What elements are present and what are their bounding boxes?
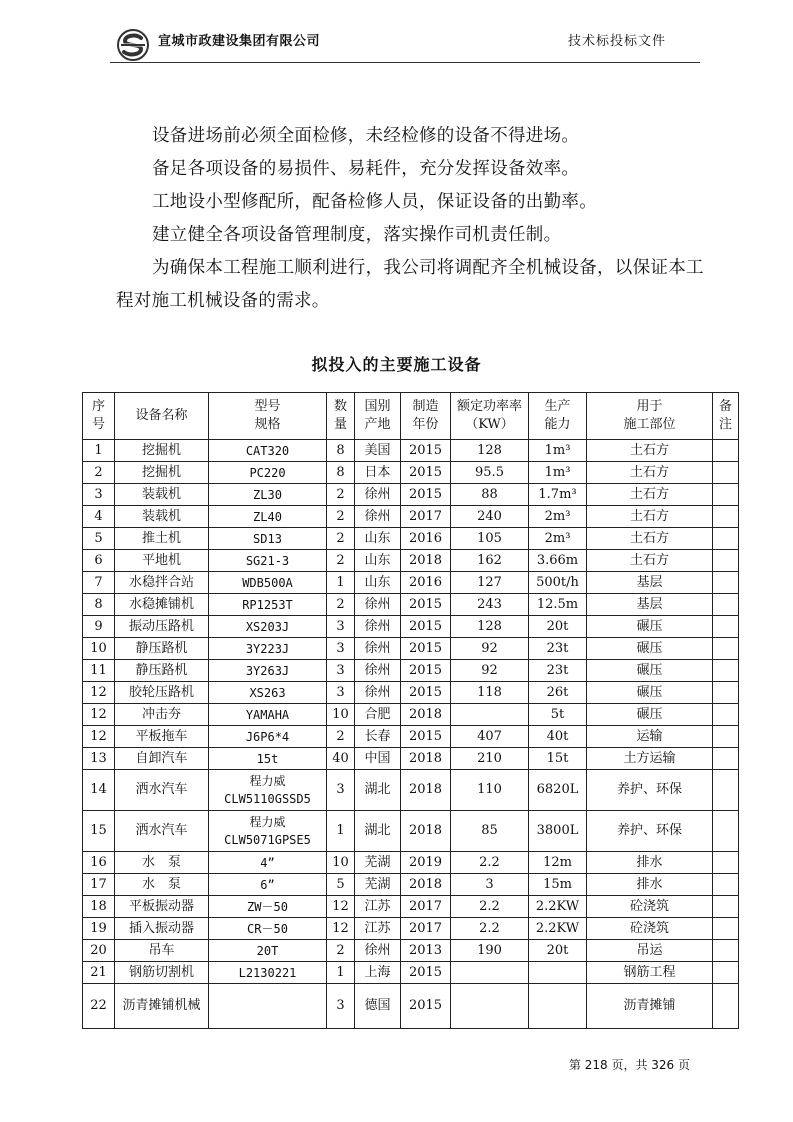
table-cell	[529, 962, 587, 984]
paragraph: 为确保本工程施工顺利进行，我公司将调配齐全机械设备，以保证本工程对施工机械设备的需求。	[116, 258, 704, 311]
table-cell	[713, 484, 739, 506]
table-cell: 15t	[209, 748, 327, 770]
table-cell: 21	[83, 962, 115, 984]
table-cell: 振动压路机	[115, 616, 209, 638]
table-cell: 2m³	[529, 528, 587, 550]
table-cell: 500t/h	[529, 572, 587, 594]
table-cell: 110	[451, 770, 529, 811]
table-cell: 10	[83, 638, 115, 660]
table-cell: 12	[83, 682, 115, 704]
table-body	[83, 440, 739, 1029]
table-cell: 9	[83, 616, 115, 638]
table-cell: 105	[451, 528, 529, 550]
table-cell: 自卸汽车	[115, 748, 209, 770]
table-row	[83, 462, 739, 484]
table-cell: 钢筋工程	[587, 962, 713, 984]
table-cell: 2019	[401, 852, 451, 874]
table-cell: 2	[327, 594, 355, 616]
table-cell: 平板振动器	[115, 896, 209, 918]
table-cell: 2015	[401, 682, 451, 704]
table-cell: ZL40	[209, 506, 327, 528]
table-cell: 2015	[401, 984, 451, 1029]
table-cell: 10	[327, 852, 355, 874]
table-cell	[713, 506, 739, 528]
table-row	[83, 984, 739, 1029]
table-cell: 2	[327, 550, 355, 572]
table-title: 拟投入的主要施工设备	[311, 355, 482, 374]
table-cell: 4”	[209, 852, 327, 874]
table-cell: 3	[327, 616, 355, 638]
table-cell: 静压路机	[115, 638, 209, 660]
table-cell: 2	[327, 484, 355, 506]
header-cell: 生产 能力	[529, 393, 587, 440]
table-row	[83, 528, 739, 550]
table-cell: 日本	[355, 462, 401, 484]
table-cell: 芜湖	[355, 852, 401, 874]
table-cell: 12	[327, 896, 355, 918]
table-cell: 砼浇筑	[587, 896, 713, 918]
table-row	[83, 748, 739, 770]
table-cell: 美国	[355, 440, 401, 462]
table-cell	[713, 748, 739, 770]
table-cell	[713, 962, 739, 984]
company-name: 宣城市政建设集团有限公司	[158, 34, 321, 49]
table-cell: 92	[451, 638, 529, 660]
table-cell: 23t	[529, 638, 587, 660]
table-cell: 13	[83, 748, 115, 770]
paragraph: 备足各项设备的易损件、易耗件，充分发挥设备效率。	[152, 159, 580, 179]
table-cell: 2015	[401, 484, 451, 506]
table-cell: 排水	[587, 852, 713, 874]
table-cell: 碾压	[587, 616, 713, 638]
table-cell: 2	[327, 940, 355, 962]
table-cell: 上海	[355, 962, 401, 984]
table-cell: 8	[327, 440, 355, 462]
table-cell: 1m³	[529, 462, 587, 484]
table-cell: 土石方	[587, 440, 713, 462]
table-cell: 水稳摊铺机	[115, 594, 209, 616]
table-cell: 徐州	[355, 940, 401, 962]
table-row	[83, 660, 739, 682]
table-cell: 4	[83, 506, 115, 528]
table-cell: 2	[327, 506, 355, 528]
table-cell: 2018	[401, 811, 451, 852]
table-cell: 2015	[401, 962, 451, 984]
table-cell: 1	[327, 811, 355, 852]
header-cell: 备 注	[713, 393, 739, 440]
table-cell: 徐州	[355, 616, 401, 638]
table-cell: 钢筋切割机	[115, 962, 209, 984]
table-cell	[713, 984, 739, 1029]
table-cell: 2018	[401, 874, 451, 896]
body-text	[116, 120, 716, 318]
table-cell: 40	[327, 748, 355, 770]
header-cell: 数 量	[327, 393, 355, 440]
table-cell: 20t	[529, 940, 587, 962]
table-cell	[713, 896, 739, 918]
table-cell: 水稳拌合站	[115, 572, 209, 594]
table-cell: 砼浇筑	[587, 918, 713, 940]
table-cell: 2015	[401, 462, 451, 484]
table-cell: 5t	[529, 704, 587, 726]
table-row	[83, 726, 739, 748]
table-cell: 2015	[401, 440, 451, 462]
table-cell	[713, 550, 739, 572]
table-cell	[713, 770, 739, 811]
table-cell: 2.2KW	[529, 896, 587, 918]
table-cell: 128	[451, 616, 529, 638]
table-row	[83, 440, 739, 462]
table-cell: 20T	[209, 940, 327, 962]
document-type: 技术标投标文件	[567, 34, 666, 49]
table-cell: 土石方	[587, 550, 713, 572]
table-cell: 12	[83, 726, 115, 748]
table-cell: 3800L	[529, 811, 587, 852]
table-cell: 江苏	[355, 918, 401, 940]
table-cell: 沥青摊铺机械	[115, 984, 209, 1029]
table-cell: 碾压	[587, 704, 713, 726]
header-cell: 型号 规格	[209, 393, 327, 440]
table-cell: 2018	[401, 704, 451, 726]
table-cell: WDB500A	[209, 572, 327, 594]
table-cell: PC220	[209, 462, 327, 484]
table-cell: 挖掘机	[115, 440, 209, 462]
table-row	[83, 572, 739, 594]
table-cell: 3	[327, 682, 355, 704]
table-header-row	[83, 393, 739, 440]
table-cell: 洒水汽车	[115, 811, 209, 852]
table-cell: RP1253T	[209, 594, 327, 616]
table-cell: 山东	[355, 572, 401, 594]
table-cell: 洒水汽车	[115, 770, 209, 811]
table-cell: 12.5m	[529, 594, 587, 616]
table-cell: 127	[451, 572, 529, 594]
table-cell	[713, 940, 739, 962]
table-cell: 1.7m³	[529, 484, 587, 506]
table-cell: 2.2	[451, 852, 529, 874]
table-row	[83, 940, 739, 962]
table-cell: 基层	[587, 594, 713, 616]
table-cell: 11	[83, 660, 115, 682]
table-cell: 静压路机	[115, 660, 209, 682]
table-cell: 装载机	[115, 484, 209, 506]
table-cell: 冲击夯	[115, 704, 209, 726]
table-cell: 240	[451, 506, 529, 528]
table-cell	[529, 984, 587, 1029]
table-cell	[713, 874, 739, 896]
table-cell: 碾压	[587, 660, 713, 682]
table-cell: 8	[327, 462, 355, 484]
table-row	[83, 704, 739, 726]
table-cell: 土石方	[587, 484, 713, 506]
table-cell: 基层	[587, 572, 713, 594]
table-cell: 徐州	[355, 660, 401, 682]
table-cell	[713, 616, 739, 638]
table-cell	[713, 682, 739, 704]
header-cell: 制造 年份	[401, 393, 451, 440]
table-cell	[713, 852, 739, 874]
header-cell: 用于 施工部位	[587, 393, 713, 440]
table-cell: 程力威 CLW5071GPSE5	[209, 811, 327, 852]
table-cell	[713, 726, 739, 748]
table-cell: 2	[83, 462, 115, 484]
table-cell: 3	[327, 660, 355, 682]
table-cell	[713, 811, 739, 852]
table-cell: 19	[83, 918, 115, 940]
table-row	[83, 896, 739, 918]
table-cell: 2016	[401, 528, 451, 550]
header-cell: 国别 产地	[355, 393, 401, 440]
table-row	[83, 874, 739, 896]
table-cell: 2018	[401, 770, 451, 811]
table-cell: 20t	[529, 616, 587, 638]
table-cell	[713, 528, 739, 550]
table-cell: 2018	[401, 550, 451, 572]
table-cell: 2018	[401, 748, 451, 770]
table-row	[83, 484, 739, 506]
table-cell: 407	[451, 726, 529, 748]
table-cell: CAT320	[209, 440, 327, 462]
table-cell: 3	[327, 638, 355, 660]
table-cell: 2017	[401, 918, 451, 940]
table-cell	[713, 440, 739, 462]
table-cell: 2017	[401, 896, 451, 918]
table-cell: 2015	[401, 638, 451, 660]
table-row	[83, 852, 739, 874]
table-cell: 合肥	[355, 704, 401, 726]
header-cell: 额定功率率 （KW）	[451, 393, 529, 440]
table-cell: 碾压	[587, 682, 713, 704]
table-cell: 2	[327, 726, 355, 748]
table-cell: 15m	[529, 874, 587, 896]
table-cell: 养护、环保	[587, 811, 713, 852]
table-cell: 2017	[401, 506, 451, 528]
table-cell: XS263	[209, 682, 327, 704]
table-cell: 湖北	[355, 811, 401, 852]
table-cell: 2.2KW	[529, 918, 587, 940]
table-cell: 运输	[587, 726, 713, 748]
table-cell: 徐州	[355, 506, 401, 528]
table-cell: 2015	[401, 594, 451, 616]
table-cell: 排水	[587, 874, 713, 896]
table-cell: SD13	[209, 528, 327, 550]
table-cell: 3	[327, 770, 355, 811]
table-cell: 中国	[355, 748, 401, 770]
table-cell: 1m³	[529, 440, 587, 462]
table-cell: YAMAHA	[209, 704, 327, 726]
table-cell	[451, 962, 529, 984]
page-header	[110, 26, 700, 63]
table-cell: 3Y223J	[209, 638, 327, 660]
table-cell: 40t	[529, 726, 587, 748]
table-row	[83, 594, 739, 616]
table-cell: 程力威 CLW5110GSSD5	[209, 770, 327, 811]
table-cell: 装载机	[115, 506, 209, 528]
table-cell: 6	[83, 550, 115, 572]
table-cell: 3	[83, 484, 115, 506]
table-cell: 12	[83, 704, 115, 726]
table-cell	[713, 462, 739, 484]
table-cell: 胶轮压路机	[115, 682, 209, 704]
table-row	[83, 811, 739, 852]
table-cell: ZL30	[209, 484, 327, 506]
table-cell: 水 泵	[115, 874, 209, 896]
company-logo-icon	[116, 28, 150, 62]
table-cell: 2015	[401, 660, 451, 682]
table-cell: 长春	[355, 726, 401, 748]
table-cell: 土石方	[587, 506, 713, 528]
table-cell: 162	[451, 550, 529, 572]
table-cell: 8	[83, 594, 115, 616]
table-cell: 5	[327, 874, 355, 896]
table-cell	[713, 918, 739, 940]
table-cell: 26t	[529, 682, 587, 704]
table-cell: 1	[327, 572, 355, 594]
table-cell: 5	[83, 528, 115, 550]
table-cell: 徐州	[355, 682, 401, 704]
table-cell: 2.2	[451, 918, 529, 940]
table-cell: 平地机	[115, 550, 209, 572]
paragraph: 工地设小型修配所，配备检修人员，保证设备的出勤率。	[152, 192, 597, 212]
table-cell: 6”	[209, 874, 327, 896]
table-cell: 2.2	[451, 896, 529, 918]
table-cell: 江苏	[355, 896, 401, 918]
table-cell: 3Y263J	[209, 660, 327, 682]
table-cell: 210	[451, 748, 529, 770]
table-cell: 1	[327, 962, 355, 984]
table-cell: 徐州	[355, 484, 401, 506]
table-cell: 土石方	[587, 528, 713, 550]
table-cell: ZW－50	[209, 896, 327, 918]
table-cell: 2m³	[529, 506, 587, 528]
table-cell: 14	[83, 770, 115, 811]
table-cell: 1	[83, 440, 115, 462]
table-cell: 吊运	[587, 940, 713, 962]
table-cell: 15t	[529, 748, 587, 770]
header-cell: 设备名称	[115, 393, 209, 440]
table-cell: 7	[83, 572, 115, 594]
table-cell: 养护、环保	[587, 770, 713, 811]
table-cell: 推土机	[115, 528, 209, 550]
table-cell: 2013	[401, 940, 451, 962]
table-cell: 190	[451, 940, 529, 962]
table-cell: 12m	[529, 852, 587, 874]
table-cell: 23t	[529, 660, 587, 682]
table-cell: 3	[451, 874, 529, 896]
table-row	[83, 682, 739, 704]
table-cell: L2130221	[209, 962, 327, 984]
table-cell: CR－50	[209, 918, 327, 940]
table-cell: 95.5	[451, 462, 529, 484]
table-cell: 16	[83, 852, 115, 874]
table-cell: 平板拖车	[115, 726, 209, 748]
table-cell	[451, 704, 529, 726]
table-cell: 挖掘机	[115, 462, 209, 484]
table-cell: 山东	[355, 550, 401, 572]
table-cell: 20	[83, 940, 115, 962]
table-cell: 128	[451, 440, 529, 462]
paragraph: 建立健全各项设备管理制度，落实操作司机责任制。	[152, 225, 562, 245]
table-cell: 85	[451, 811, 529, 852]
equipment-table	[82, 392, 739, 1029]
table-cell: 土方运输	[587, 748, 713, 770]
table-cell: 6820L	[529, 770, 587, 811]
table-cell: 插入振动器	[115, 918, 209, 940]
table-row	[83, 962, 739, 984]
table-row	[83, 918, 739, 940]
table-row	[83, 506, 739, 528]
table-row	[83, 616, 739, 638]
table-cell: 88	[451, 484, 529, 506]
table-cell: 2015	[401, 726, 451, 748]
table-cell: 徐州	[355, 594, 401, 616]
table-cell	[713, 660, 739, 682]
table-row	[83, 550, 739, 572]
table-cell	[209, 984, 327, 1029]
table-cell	[451, 984, 529, 1029]
table-cell: 2016	[401, 572, 451, 594]
table-cell: 水 泵	[115, 852, 209, 874]
table-cell: 2015	[401, 616, 451, 638]
table-cell: 芜湖	[355, 874, 401, 896]
table-cell: 22	[83, 984, 115, 1029]
table-row	[83, 638, 739, 660]
table-cell	[713, 638, 739, 660]
table-cell: 3	[327, 984, 355, 1029]
table-cell: J6P6*4	[209, 726, 327, 748]
table-row	[83, 770, 739, 811]
table-cell: 12	[327, 918, 355, 940]
table-cell: 山东	[355, 528, 401, 550]
table-cell	[713, 704, 739, 726]
table-cell: SG21-3	[209, 550, 327, 572]
table-cell: 吊车	[115, 940, 209, 962]
table-cell: 10	[327, 704, 355, 726]
paragraph: 设备进场前必须全面检修，未经检修的设备不得进场。	[152, 126, 580, 146]
page-footer: 第 218 页，共 326 页	[568, 1058, 690, 1072]
table-cell: 3.66m	[529, 550, 587, 572]
table-cell: 243	[451, 594, 529, 616]
table-cell: 湖北	[355, 770, 401, 811]
table-cell: 沥青摊铺	[587, 984, 713, 1029]
table-cell	[713, 572, 739, 594]
table-cell	[713, 594, 739, 616]
table-cell: 土石方	[587, 462, 713, 484]
table-cell: 118	[451, 682, 529, 704]
table-cell: 碾压	[587, 638, 713, 660]
table-cell: 2	[327, 528, 355, 550]
table-cell: 徐州	[355, 638, 401, 660]
table-cell: 92	[451, 660, 529, 682]
header-cell: 序 号	[83, 393, 115, 440]
table-cell: 15	[83, 811, 115, 852]
table-cell: XS203J	[209, 616, 327, 638]
table-cell: 德国	[355, 984, 401, 1029]
table-cell: 17	[83, 874, 115, 896]
table-cell: 18	[83, 896, 115, 918]
